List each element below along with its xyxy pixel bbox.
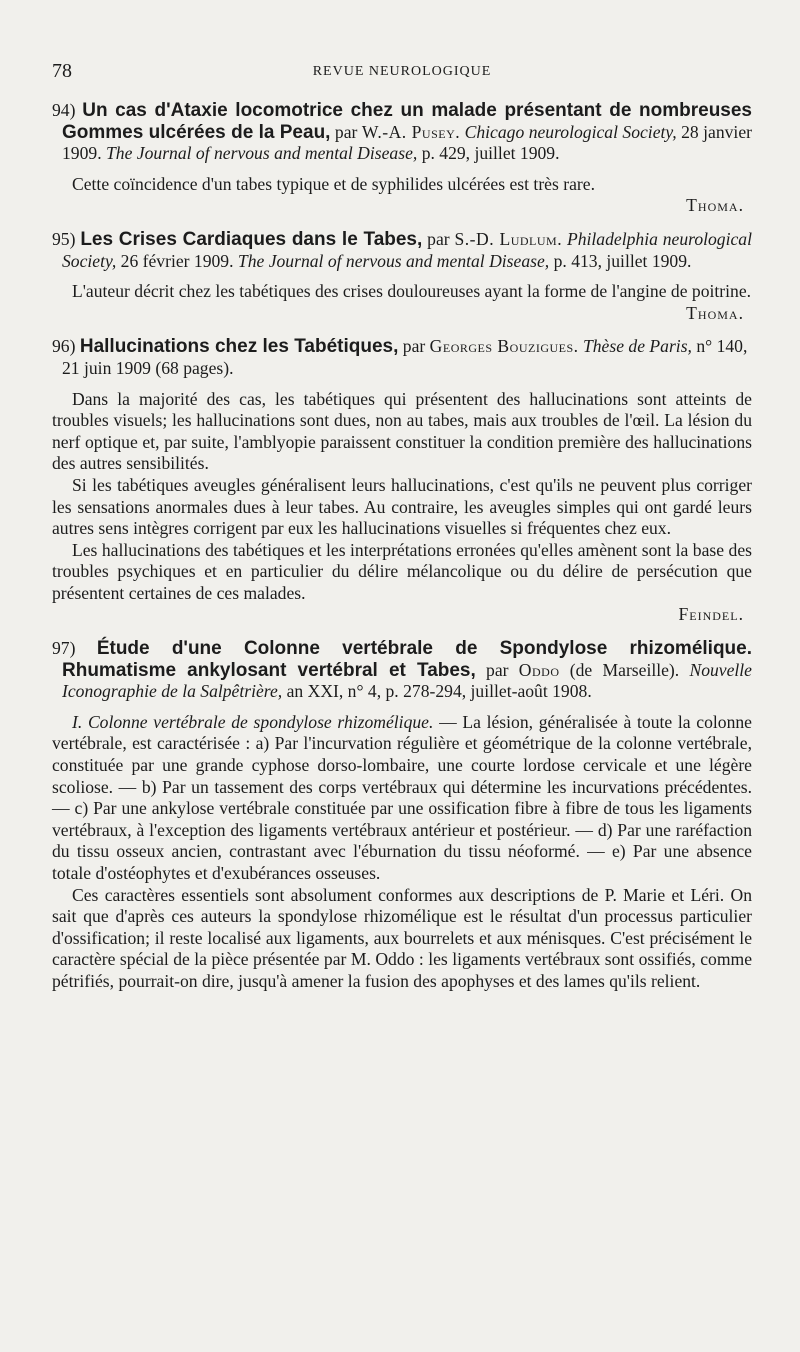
entry-pages: p. 413, juillet 1909. (553, 250, 692, 271)
entry-96-signature: Feindel. (678, 604, 744, 625)
page-number: 78 (52, 60, 72, 82)
entry-number: 94) (52, 100, 76, 120)
entry-96-paragraph-1: Dans la majorité des cas, les tabétiques qui présentent des hallucinations sont atteints de troubles visuels; les hallucinations sont dues, non au tabes, mais aux troubles de l'œil. La lésion du nerf optique et, par suite, l'amblyopie paraissent constituer la condition première des hallucinations des autres sensibilités. (52, 388, 752, 474)
entry-title: Étude d'une Colonne vertébrale de Spondylose rhizomélique. Rhumatisme ankylosant vertébral et Tabes, (62, 638, 753, 681)
article-column (52, 100, 752, 993)
entry-source: Thèse de Paris, (582, 336, 692, 357)
entry-date: n° 140, 21 juin 1909 (68 pages). (62, 336, 748, 378)
entry-95-paragraph: L'auteur décrit chez les tabétiques des crises douloureuses ayant la forme de l'angine de poitrine. (72, 281, 752, 302)
entry-number: 97) (52, 638, 76, 659)
entry-pages: p. 429, juillet 1909. (421, 143, 560, 164)
entry-number: 96) (52, 336, 76, 357)
entry-date: 26 février 1909. (120, 250, 234, 271)
entry-95-signature: Thoma. (686, 302, 744, 323)
entry-title: Un cas d'Ataxie locomotrice chez un malade présentant de nombreuses Gommes ulcérées de la Peau, (62, 100, 752, 143)
entry-author: Georges Bouzigues. (429, 336, 579, 357)
entry-94-signature: Thoma. (686, 195, 744, 216)
entry-title: Les Crises Cardiaques dans le Tabes, (80, 228, 423, 250)
section-heading: I. Colonne vertébrale de spondylose rhizomélique. (72, 711, 434, 732)
entry-author: W.-A. Pusey. (361, 121, 461, 142)
entry-journal: The Journal of nervous and mental Disease, (237, 250, 550, 271)
running-title: REVUE NEUROLOGIQUE (312, 64, 492, 79)
entry-97-paragraph-1 (52, 712, 752, 885)
entry-date: an XXI, n° 4, p. 278-294, juillet-août 1908. (286, 681, 592, 702)
entry-94-paragraph: Cette coïncidence d'un tabes typique et de syphilides ulcérées est très rare. (72, 173, 595, 194)
entry-97-heading (52, 638, 752, 703)
entry-source: Philadelphia neurological Society, (62, 228, 752, 271)
paragraph-text: — La lésion, généralisée à toute la colonne vertébrale, est caractérisée : a) Par l'incurvation régulière et géométrique de la colonne vertébrale, constituée par une grande cyphose dorso-lombaire, une courte lordose cervicale et une légère scoliose. — b) Par un tassement des corps vertébraux qui détermine les incurvations précédentes. — c) Par une ankylose vertébrale constituée par une ossification fibre à fibre de tous les ligaments vertébraux, à l'exception des ligaments vertébraux antérieur et postérieur. — d) Par une raréfaction du tissu osseux ancien, contrastant avec l'éburnation du tissu néoformé. — e) Par une absence totale d'ostéophytes et d'exubérances osseuses. (52, 711, 752, 883)
page-header (52, 60, 752, 86)
entry-97-paragraph-2: Ces caractères essentiels sont absolument conformes aux descriptions de P. Marie et Léri. On sait que d'après ces auteurs la spondylose rhizomélique est le résultat d'un processus particulier d'ossification; il reste localisé aux ligaments, aux bourrelets et aux ménisques. C'est précisément le caractère spécial de la pièce présentée par M. Oddo : les ligaments vertébraux sont ossifiés, comme pétrifiés, pourrait-on dire, jusqu'à amener la fusion des apophyses et des lames qu'ils relient. (52, 884, 752, 991)
entry-number: 95) (52, 228, 76, 249)
entry-source: Nouvelle Iconographie de la Salpêtrière, (62, 659, 752, 702)
entry-94-heading (52, 100, 752, 165)
entry-96-paragraph-3: Les hallucinations des tabétiques et les interprétations erronées qu'elles amènent sont la base des troubles psychiques et en particulier du délire mélancolique ou du délire de persécution que présentent certaines de ces malades. (52, 539, 752, 603)
entry-author-extra: (de Marseille). (569, 659, 680, 680)
entry-journal: The Journal of nervous and mental Disease, (106, 143, 418, 164)
par-word: par (427, 228, 450, 249)
entry-title: Hallucinations chez les Tabétiques, (79, 336, 399, 358)
par-word: par (402, 336, 426, 357)
entry-96-heading (52, 336, 752, 379)
entry-95-heading (52, 229, 752, 272)
par-word: par (334, 121, 358, 142)
entry-author: Oddo (518, 659, 560, 680)
par-word: par (486, 659, 509, 680)
entry-96-paragraph-2: Si les tabétiques aveugles généralisent leurs hallucinations, c'est qu'ils ne peuvent plus corriger les sensations anormales dues à leur tabes. Au contraire, les aveugles simples qui ont gardé leurs autres sens intègres corrigent par eux les hallucinations visuelles si fréquentes chez eux. (52, 474, 752, 539)
entry-source: Chicago neurological Society, (464, 121, 677, 142)
entry-author: S.-D. Ludlum. (454, 228, 563, 249)
entry-date: 28 janvier 1909. (62, 121, 752, 164)
